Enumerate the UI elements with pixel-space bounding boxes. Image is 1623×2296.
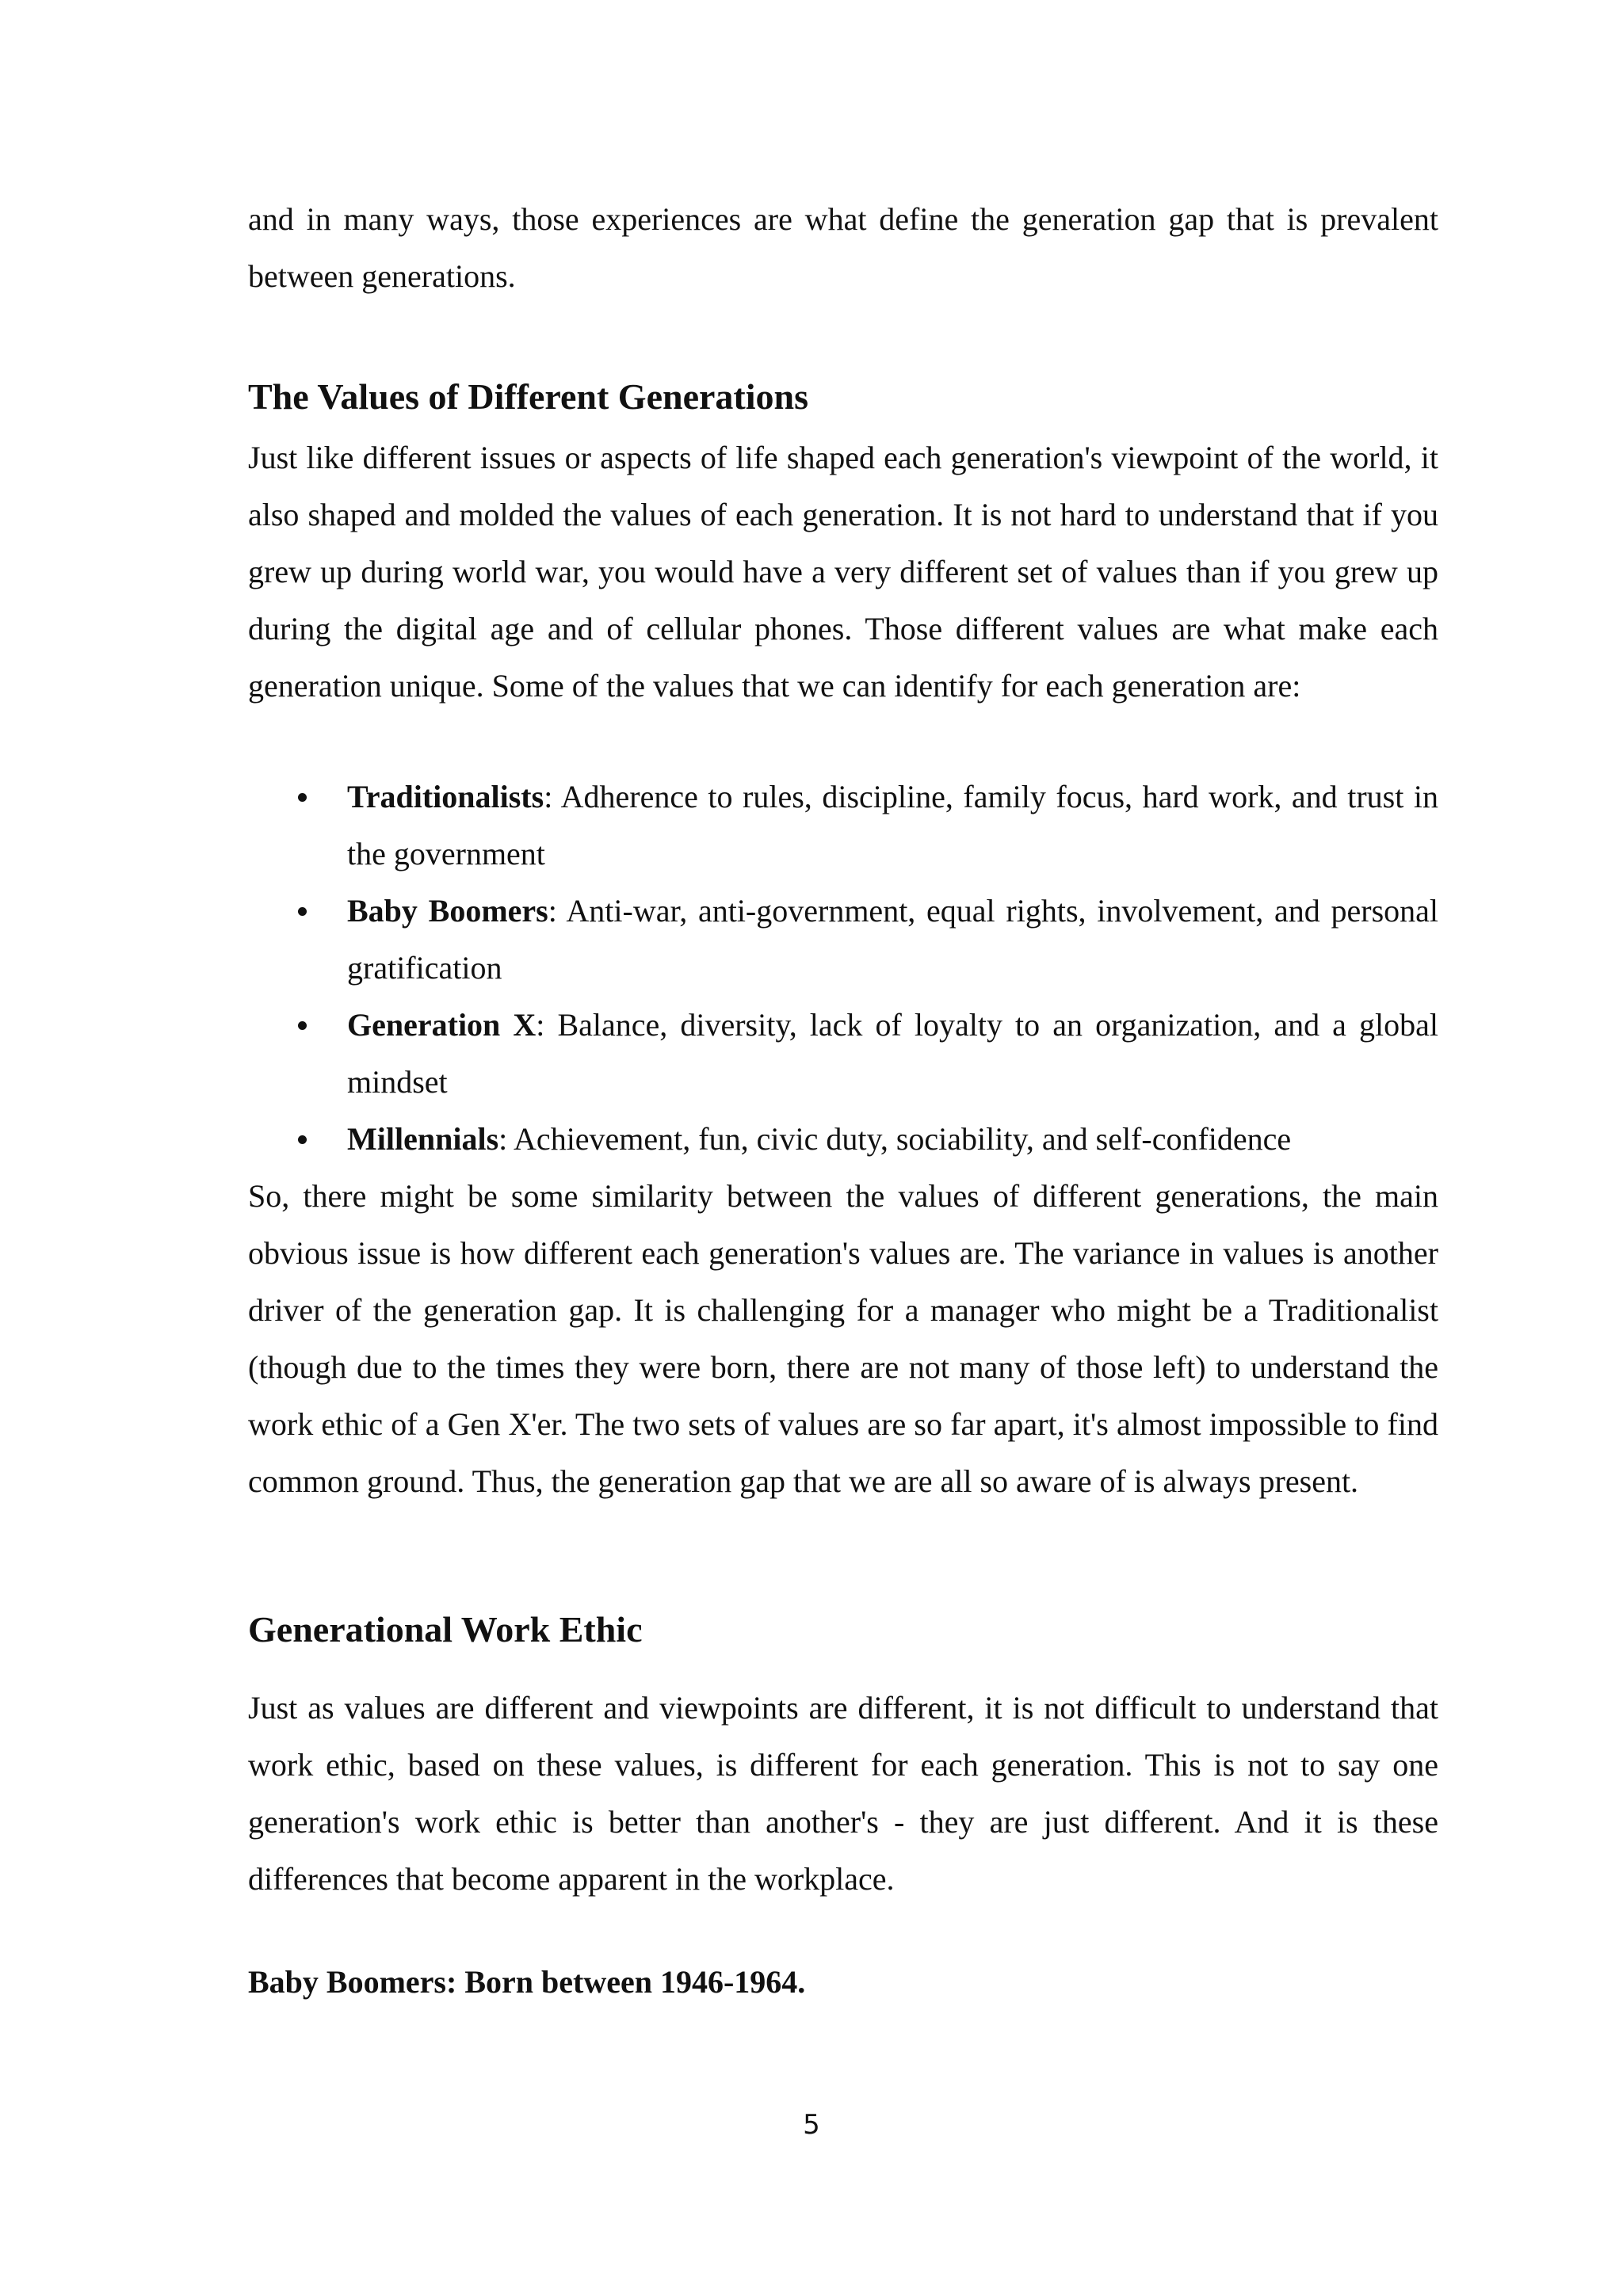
section-heading-values: The Values of Different Generations bbox=[248, 376, 809, 417]
list-item bbox=[248, 769, 1438, 883]
bullet-text: : Anti-war, anti-government, equal rights, involvement, and personal gratification bbox=[347, 893, 1438, 986]
page-number: 5 bbox=[803, 2109, 820, 2141]
values-closing-paragraph: So, there might be some similarity between the values of different generations, the main obvious issue is how different each generation's values are. The variance in values is another driver of the generation gap. It is challenging for a manager who might be a Traditionalist (though due to the times they were born, there are not many of those left) to understand the work ethic of a Gen X'er. The two sets of values are so far apart, it's almost impossible to find common ground. Thus, the generation gap that we are all so aware of is always present. bbox=[248, 1178, 1438, 1499]
list-item bbox=[248, 1111, 1438, 1168]
bullet-term: Millennials bbox=[347, 1121, 499, 1157]
section-heading-work-ethic: Generational Work Ethic bbox=[248, 1609, 643, 1650]
bullet-text: : Balance, diversity, lack of loyalty to an organization, and a global mindset bbox=[347, 1007, 1438, 1100]
intro-paragraph: and in many ways, those experiences are what define the generation gap that is prevalent between generations. bbox=[248, 201, 1438, 294]
bullet-term: Traditionalists bbox=[347, 779, 544, 814]
values-paragraph: Just like different issues or aspects of life shaped each generation's viewpoint of the world, it also shaped and molded the values of each generation. It is not hard to understand that if you grew up during world war, you would have a very different set of values than if you grew up during the digital age and of cellular phones. Those different values are what make each generation unique. Some of the values that we can identify for each generation are: bbox=[248, 440, 1438, 704]
bullet-icon bbox=[298, 793, 307, 802]
subheading-baby-boomers: Baby Boomers: Born between 1946-1964. bbox=[248, 1964, 806, 2000]
bullet-text: : Adherence to rules, discipline, family focus, hard work, and trust in the government bbox=[347, 779, 1438, 871]
document-page bbox=[248, 0, 1438, 2296]
bullet-term: Baby Boomers bbox=[347, 893, 548, 929]
bullet-icon bbox=[298, 1135, 307, 1144]
values-bullet-list bbox=[248, 769, 1438, 1168]
bullet-term: Generation X bbox=[347, 1007, 537, 1043]
work-ethic-paragraph: Just as values are different and viewpoints are different, it is not difficult to understand that work ethic, based on these values, is different for each generation. This is not to say one generation's work ethic is better than another's - they are just different. And it is these differences that become apparent in the workplace. bbox=[248, 1690, 1438, 1897]
list-item bbox=[248, 997, 1438, 1111]
bullet-icon bbox=[298, 907, 307, 916]
list-item bbox=[248, 883, 1438, 997]
bullet-text: : Achievement, fun, civic duty, sociability, and self-confidence bbox=[498, 1121, 1292, 1157]
bullet-icon bbox=[298, 1021, 307, 1030]
